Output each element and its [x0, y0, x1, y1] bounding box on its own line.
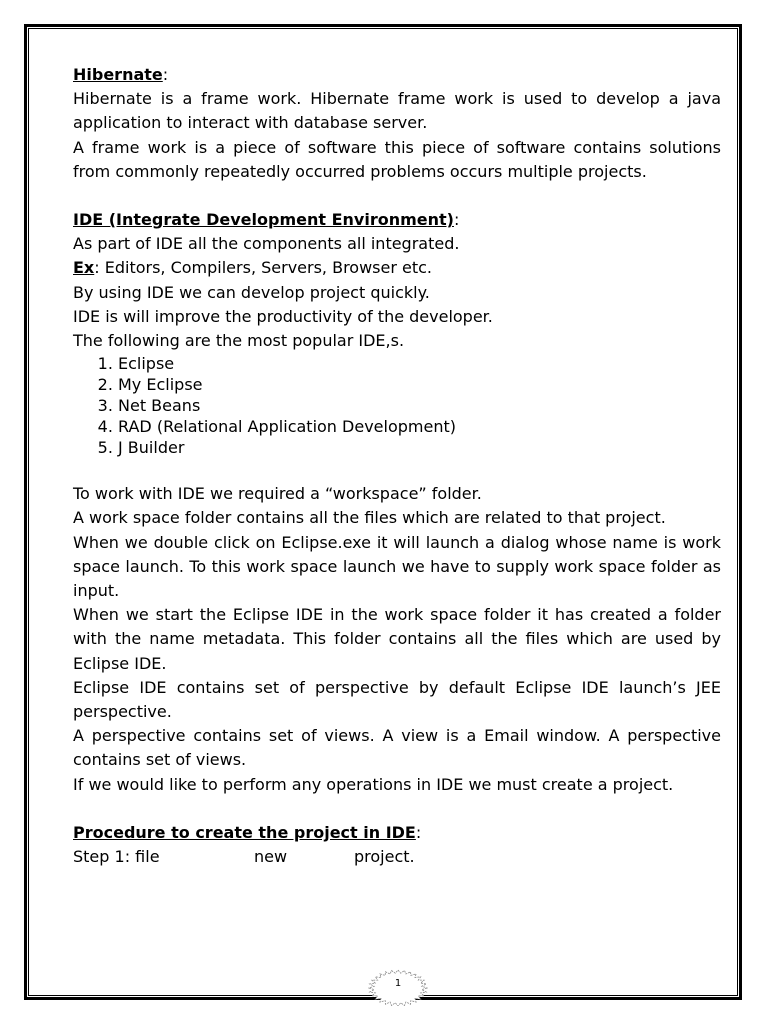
procedure-heading: Procedure to create the project in IDE [73, 822, 416, 842]
page-number: 1 [394, 978, 402, 989]
workspace-paragraph-1: To work with IDE we required a “workspace” folder. [73, 484, 482, 504]
workspace-paragraph-3: When we double click on Eclipse.exe it will launch a dialog whose name is work space launch. To this work space launch we have to supply work space folder as input. [73, 532, 721, 601]
list-item: 2. My Eclipse [118, 374, 721, 395]
step-1-label: Step 1: file [73, 847, 160, 867]
ide-heading-line [73, 208, 721, 232]
list-item: 1. Eclipse [118, 353, 721, 374]
workspace-paragraph-4: When we start the Eclipse IDE in the work space folder it has created a folder with the name metadata. This folder contains all the files which are used by Eclipse IDE. [73, 605, 721, 673]
hibernate-paragraph-2: A frame work is a piece of software this piece of software contains solutions from commonly repeatedly occurred problems occurs multiple projects. [73, 137, 721, 181]
ex-text: : Editors, Compilers, Servers, Browser etc. [94, 258, 433, 278]
ide-line-1: As part of IDE all the components all integrated. [73, 234, 460, 254]
document-body [73, 63, 721, 869]
step-1-project: project. [354, 847, 415, 867]
ide-line-3: By using IDE we can develop project quickly. [73, 282, 430, 302]
procedure-heading-line [73, 821, 721, 845]
workspace-paragraph-6: A perspective contains set of views. A view is a Email window. A perspective contains set of views. [73, 726, 721, 770]
ide-heading-colon: : [453, 210, 460, 230]
hibernate-heading-line [73, 63, 721, 87]
hibernate-paragraph-1: Hibernate is a frame work. Hibernate frame work is used to develop a java application to interact with database server. [73, 89, 721, 133]
list-item: 5. J Builder [118, 437, 721, 458]
list-item: 3. Net Beans [118, 395, 721, 416]
ide-line-4: IDE is will improve the productivity of the developer. [73, 306, 493, 326]
page-number-stamp [368, 964, 428, 1006]
hibernate-heading-colon: : [162, 65, 169, 84]
ide-example-line [73, 256, 721, 280]
ide-heading: IDE (Integrate Development Environment) [73, 210, 454, 230]
ex-label: Ex [73, 258, 95, 278]
step-1-line [73, 845, 721, 869]
workspace-paragraph-2: A work space folder contains all the files which are related to that project. [73, 508, 666, 528]
hibernate-heading: Hibernate [73, 65, 163, 84]
step-1-new: new [254, 847, 288, 867]
list-item: 4. RAD (Relational Application Development) [118, 416, 721, 437]
ide-line-5: The following are the most popular IDE,s. [73, 331, 405, 351]
workspace-paragraph-7: If we would like to perform any operations in IDE we must create a project. [73, 774, 674, 794]
workspace-paragraph-5: Eclipse IDE contains set of perspective by default Eclipse IDE launch’s JEE perspective. [73, 677, 721, 722]
ide-list [73, 353, 721, 458]
procedure-heading-colon: : [415, 822, 422, 842]
